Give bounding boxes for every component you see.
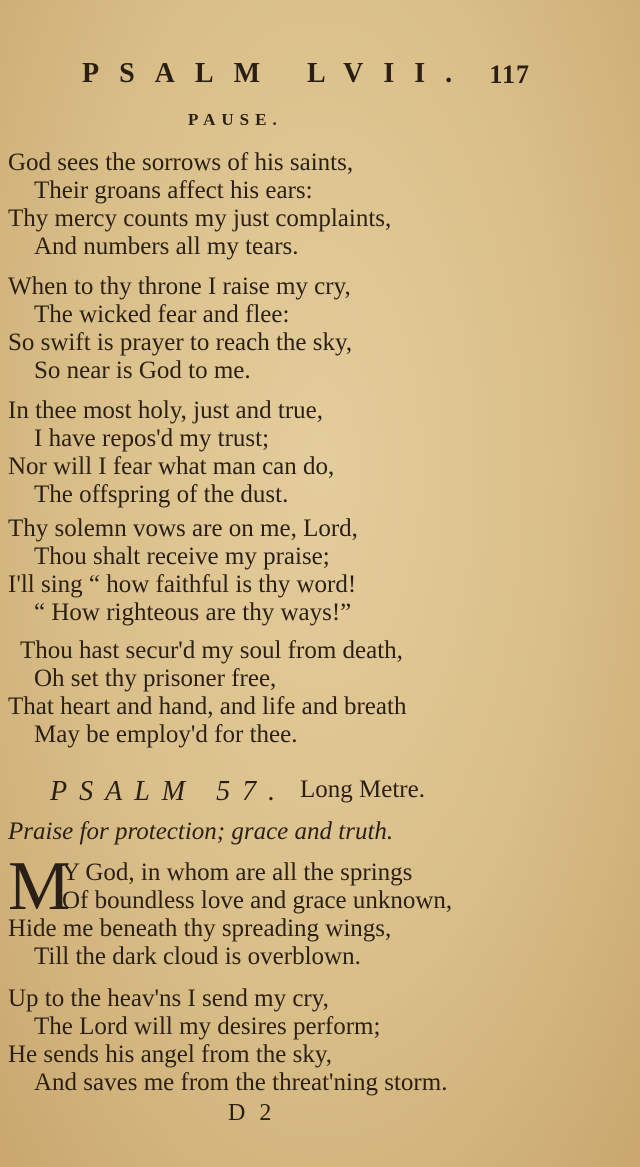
verse-line: I'll sing “ how faithful is thy word!: [8, 571, 357, 598]
psalm-subtitle: Praise for protection; grace and truth.: [8, 818, 394, 845]
verse-line: I have repos'd my trust;: [34, 425, 270, 452]
verse-line: He sends his angel from the sky,: [8, 1041, 333, 1068]
verse-line: Till the dark cloud is overblown.: [34, 943, 361, 970]
pause-label: PAUSE.: [188, 110, 283, 129]
verse-line: That heart and hand, and life and breath: [8, 693, 407, 720]
page-number: 117: [489, 60, 530, 89]
running-title: PSALM LVII.: [82, 58, 473, 89]
psalm-title: PSALM 57.: [50, 776, 288, 807]
verse-line: The Lord will my desires perform;: [34, 1013, 381, 1040]
verse-line: And saves me from the threat'ning storm.: [34, 1069, 448, 1096]
verse-line: Nor will I fear what man can do,: [8, 453, 335, 480]
signature-mark: D 2: [228, 1100, 276, 1126]
verse-line: Thy solemn vows are on me, Lord,: [8, 515, 358, 542]
metre-label: Long Metre.: [300, 776, 425, 803]
verse-line: And numbers all my tears.: [34, 233, 299, 260]
verse-line: Thou shalt receive my praise;: [34, 543, 330, 570]
verse-line: Thy mercy counts my just complaints,: [8, 205, 392, 232]
psalm-heading: [50, 776, 610, 812]
drop-cap: M: [8, 848, 71, 925]
verse-line: May be employ'd for thee.: [34, 721, 298, 748]
verse-line: Thou hast secur'd my soul from death,: [20, 637, 403, 664]
verse-line: Hide me beneath thy spreading wings,: [8, 915, 392, 942]
verse-line: So swift is prayer to reach the sky,: [8, 329, 353, 356]
verse-line: In thee most holy, just and true,: [8, 397, 323, 424]
verse-line: Up to the heav'ns I send my cry,: [8, 985, 329, 1012]
verse-line: The wicked fear and flee:: [34, 301, 290, 328]
page-header: [0, 58, 640, 98]
verse-line: Of boundless love and grace unknown,: [62, 887, 453, 914]
verse-line: Their groans affect his ears:: [34, 177, 313, 204]
verse-line: God sees the sorrows of his saints,: [8, 149, 354, 176]
verse-line: When to thy throne I raise my cry,: [8, 273, 351, 300]
verse-line: So near is God to me.: [34, 357, 251, 384]
verse-line: The offspring of the dust.: [34, 481, 289, 508]
verse-line: Oh set thy prisoner free,: [34, 665, 277, 692]
verse-line: Y God, in whom are all the springs: [62, 859, 413, 886]
verse-line: “ How righteous are thy ways!”: [34, 599, 352, 626]
